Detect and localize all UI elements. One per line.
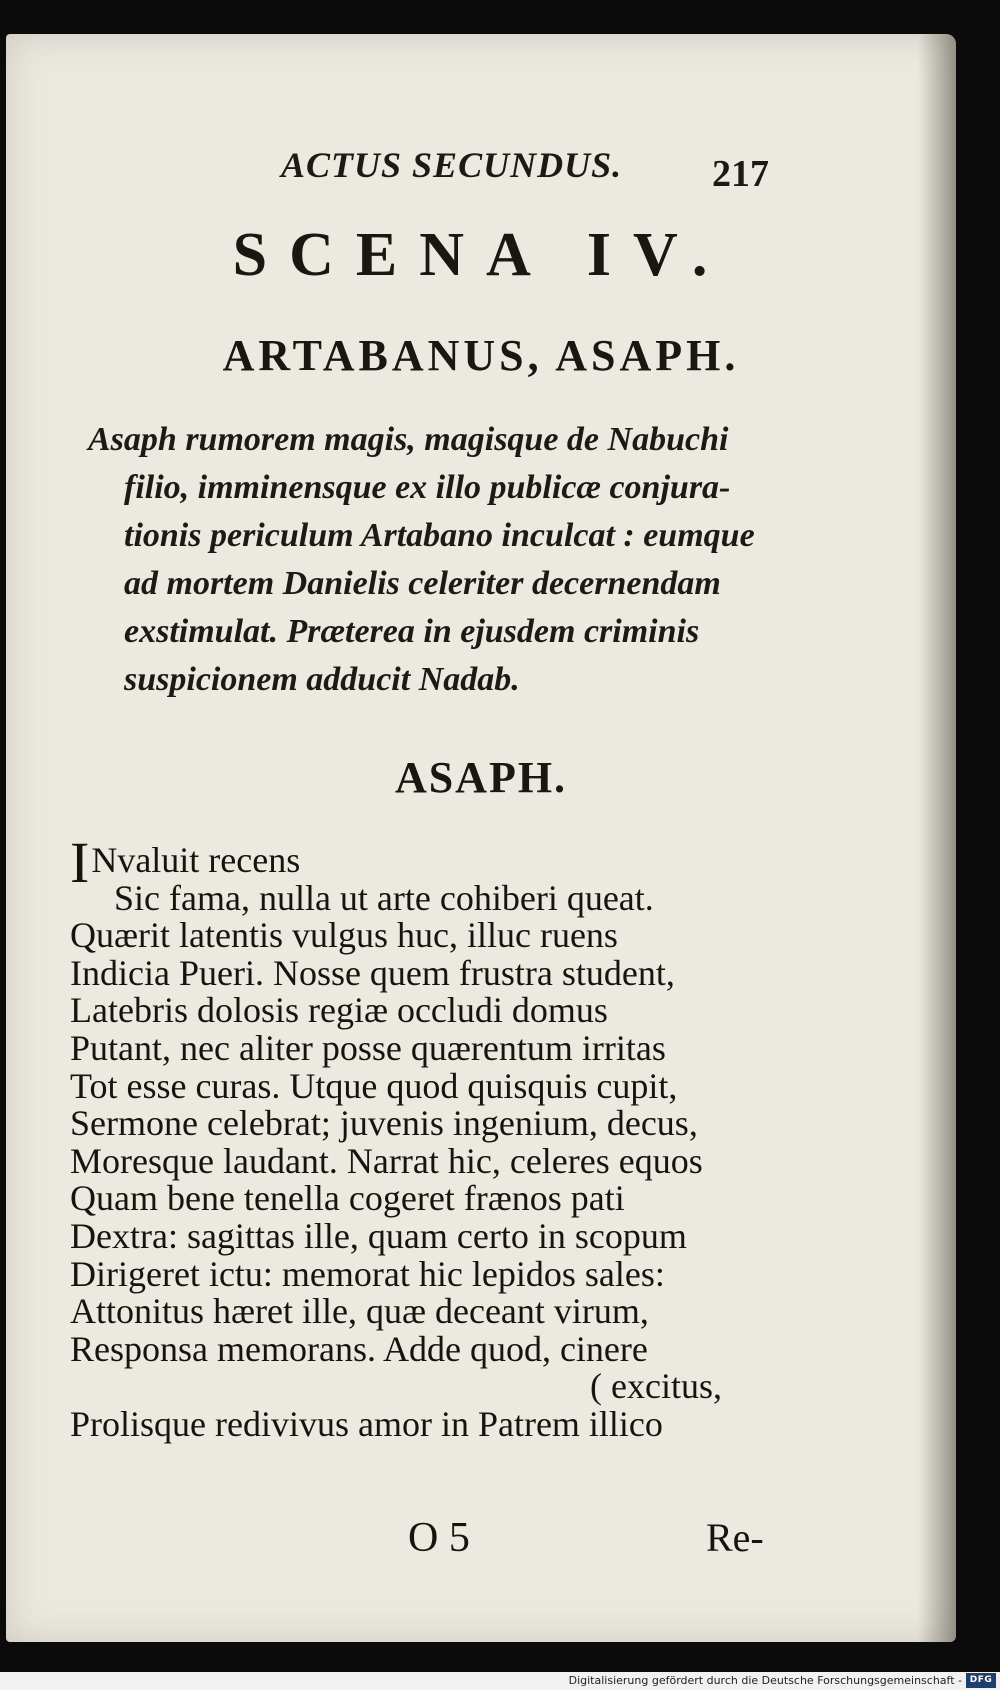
verse-line: Sic fama, nulla ut arte cohiberi queat.: [114, 877, 654, 918]
argument-line: ad mortem Danielis celeriter decernendam: [124, 565, 721, 602]
argument-line: filio, imminensque ex illo publicæ conjura-: [124, 469, 731, 506]
character-list: ARTABANUS, ASAPH.: [222, 331, 740, 380]
drop-cap: I: [70, 830, 90, 895]
catchword: Re-: [706, 1515, 764, 1560]
verse-line: Quærit latentis vulgus huc, illuc ruens: [70, 915, 618, 956]
verse-line: Responsa memorans. Adde quod, cinere: [70, 1328, 648, 1369]
page-number: 217: [712, 153, 769, 195]
verse-line: Sermone celebrat; juvenis ingenium, decus,: [70, 1103, 698, 1144]
running-head: ACTUS SECUNDUS.: [281, 145, 623, 185]
verse-line: Quam bene tenella cogeret frænos pati: [70, 1178, 625, 1219]
argument-line: tionis periculum Artabano inculcat : eumque: [124, 517, 755, 554]
verse-line: Dextra: sagittas ille, quam certo in scopum: [70, 1215, 687, 1256]
verse-line: Dirigeret ictu: memorat hic lepidos sales:: [70, 1253, 665, 1294]
verse-line: Putant, nec aliter posse quærentum irritas: [70, 1027, 666, 1068]
verse-first-text: Nvaluit recens: [91, 840, 301, 880]
verse-line: Attonitus hæret ille, quæ deceant virum,: [70, 1291, 649, 1332]
digitization-credit: Digitalisierung gefördert durch die Deutsche Forschungsgemeinschaft -: [568, 1674, 962, 1687]
argument-line: suspicionem adducit Nadab.: [124, 661, 520, 698]
scene-argument: [88, 416, 818, 704]
dfg-logo-icon: DFG: [966, 1673, 996, 1688]
speaker-heading: ASAPH.: [394, 753, 568, 802]
verse-line: Latebris dolosis regiæ occludi domus: [70, 990, 608, 1031]
book-page: [6, 34, 956, 1642]
verse-line: Moresque laudant. Narrat hic, celeres equos: [70, 1140, 703, 1181]
verse-turnover: ( excitus,: [590, 1366, 722, 1407]
verse-line: Tot esse curas. Utque quod quisquis cupit,: [70, 1065, 678, 1106]
scene-title: SCENA IV.: [232, 221, 730, 289]
argument-line: exstimulat. Præterea in ejusdem criminis: [124, 613, 700, 650]
verse-line: Indicia Pueri. Nosse quem frustra student,: [70, 952, 675, 993]
signature-mark: O 5: [408, 1515, 470, 1561]
verse-line-last: Prolisque redivivus amor in Patrem illico: [70, 1403, 663, 1444]
argument-line: Asaph rumorem magis, magisque de Nabuchi: [88, 421, 729, 458]
verse-line-first: [70, 830, 810, 895]
verse-block: [70, 830, 810, 1444]
